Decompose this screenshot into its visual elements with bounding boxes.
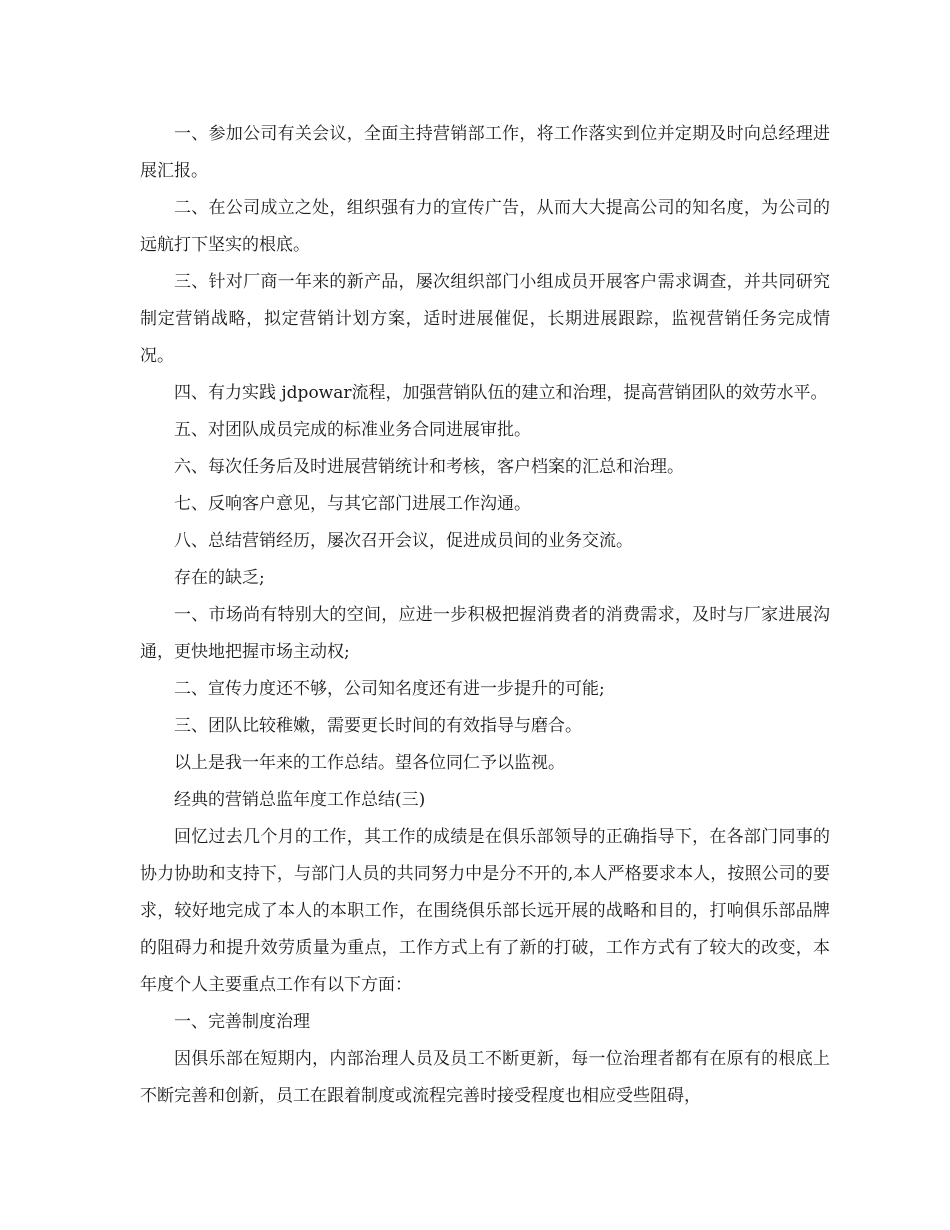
paragraph-item-9: 一、市场尚有特别大的空间，应进一步积极把握消费者的消费需求，及时与厂家进展沟通，更快地把握市场主动权;: [140, 605, 830, 662]
paragraph-item-11: 三、团队比较稚嫩，需要更长时间的有效指导与磨合。: [174, 716, 582, 736]
section-title: 经典的营销总监年度工作总结(三): [174, 790, 426, 810]
intro-paragraph: 回忆过去几个月的工作，其工作的成绩是在俱乐部领导的正确指导下，在各部门同事的协力协助和支持下，与部门人员的共同努力中是分不开的,本人严格要求本人，按照公司的要求，较好地完成了本人的本职工作，在围绕俱乐部长远开展的战略和目的，打响俱乐部品牌的阻碍力和提升效劳质量为重点，工作方式上有了新的打破，工作方式有了较大的改变，本年度个人主要重点工作有以下方面：: [140, 827, 830, 995]
paragraph-item-3: 三、针对厂商一年来的新产品，屡次组织部门小组成员开展客户需求调查，并共同研究制定营销战略，拟定营销计划方案，适时进展催促，长期进展跟踪，监视营销任务完成情况。: [140, 272, 830, 366]
document-body: [140, 116, 830, 1115]
paragraph-item-6: 六、每次任务后及时进展营销统计和考核，客户档案的汇总和治理。: [174, 457, 684, 477]
closing-paragraph: 以上是我一年来的工作总结。望各位同仁予以监视。: [174, 753, 565, 773]
section-heading-shortcomings: 存在的缺乏;: [174, 568, 265, 588]
paragraph-item-4: 四、有力实践 jdpowar流程，加强营销队伍的建立和治理，提高营销团队的效劳水平。: [174, 383, 828, 403]
paragraph-item-10: 二、宣传力度还不够，公司知名度还有进一步提升的可能;: [174, 679, 605, 699]
paragraph-item-1: 一、参加公司有关会议，全面主持营销部工作，将工作落实到位并定期及时向总经理进展汇报。: [140, 124, 830, 181]
paragraph-item-5: 五、对团队成员完成的标准业务合同进展审批。: [174, 420, 531, 440]
subsection-heading: 一、完善制度治理: [174, 1012, 310, 1032]
paragraph-item-2: 二、在公司成立之处，组织强有力的宣传广告，从而大大提高公司的知名度，为公司的远航打下坚实的根底。: [140, 198, 830, 255]
paragraph-item-7: 七、反响客户意见，与其它部门进展工作沟通。: [174, 494, 531, 514]
paragraph-item-8: 八、总结营销经历，屡次召开会议，促进成员间的业务交流。: [174, 531, 633, 551]
body-paragraph: 因俱乐部在短期内，内部治理人员及员工不断更新，每一位治理者都有在原有的根底上不断完善和创新，员工在跟着制度或流程完善时接受程度也相应受些阻碍，: [140, 1049, 830, 1106]
